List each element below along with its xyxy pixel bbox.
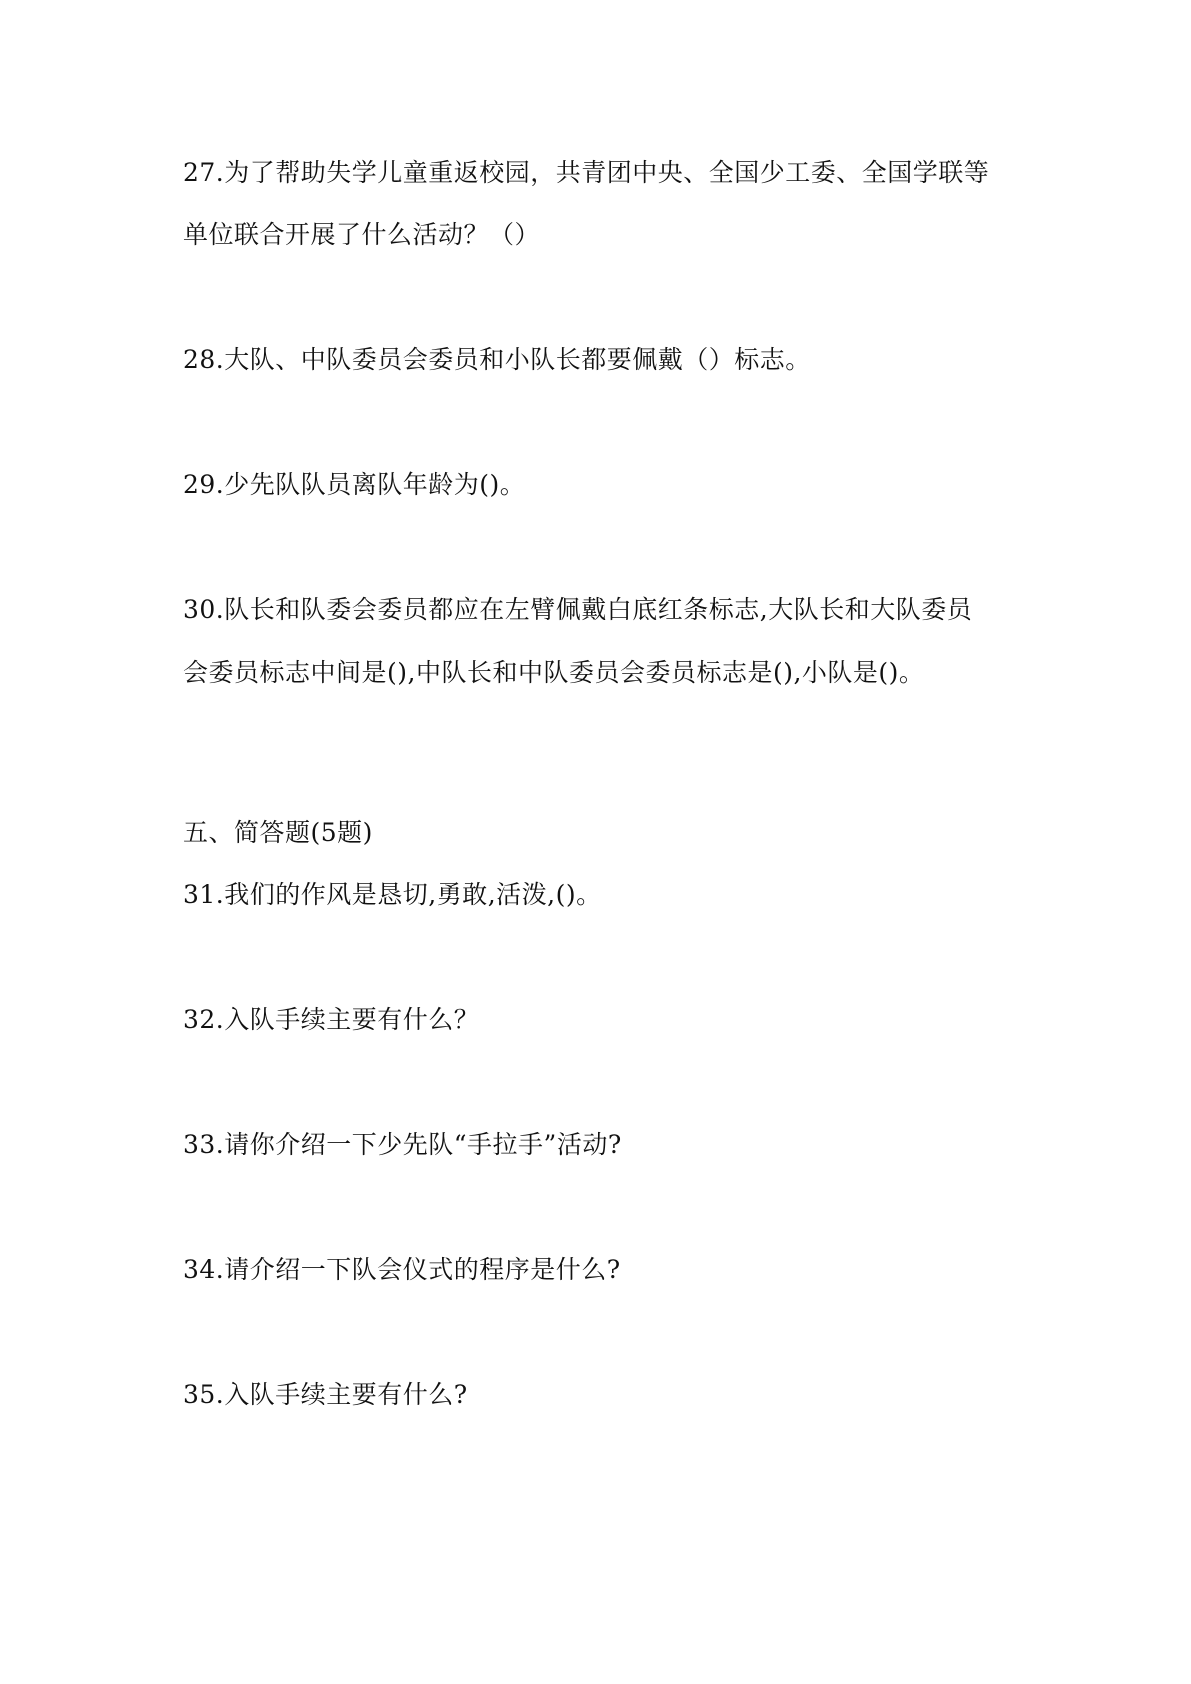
question-33: 33.请你介绍一下少先队“手拉手”活动? <box>183 1130 622 1159</box>
question-30-line-1: 30.队长和队委会委员都应在左臂佩戴白底红条标志,大队长和大队委员 <box>183 595 973 624</box>
question-30-line-2: 会委员标志中间是(),中队长和中队委员会委员标志是(),小队是()。 <box>183 658 925 687</box>
question-29: 29.少先队队员离队年龄为()。 <box>183 470 526 499</box>
question-27-line-1: 27.为了帮助失学儿童重返校园，共青团中央、全国少工委、全国学联等 <box>183 158 990 187</box>
section-5-heading: 五、简答题(5题) <box>183 818 373 847</box>
question-35: 35.入队手续主要有什么? <box>183 1380 468 1409</box>
question-31: 31.我们的作风是恳切,勇敢,活泼,()。 <box>183 880 602 909</box>
question-34: 34.请介绍一下队会仪式的程序是什么? <box>183 1255 621 1284</box>
question-27-line-2: 单位联合开展了什么活动？（） <box>183 220 541 249</box>
question-28: 28.大队、中队委员会委员和小队长都要佩戴（）标志。 <box>183 345 811 374</box>
question-32: 32.入队手续主要有什么？ <box>183 1005 480 1034</box>
